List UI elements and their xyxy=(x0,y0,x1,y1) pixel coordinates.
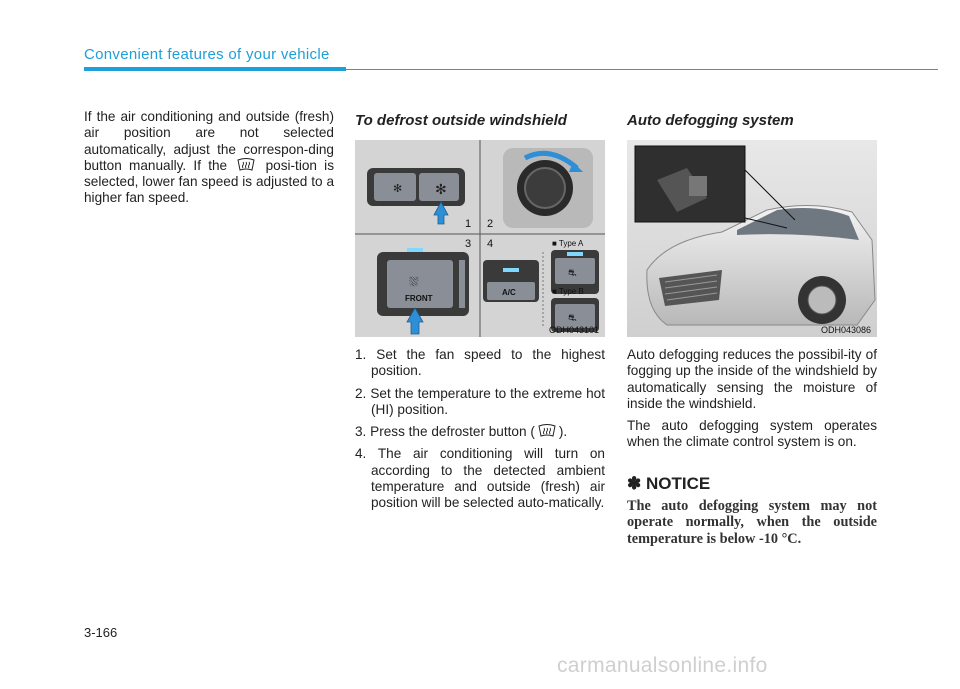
type-a-label: ■ Type A xyxy=(552,239,584,248)
defrost-controls-illustration xyxy=(355,140,605,337)
intro-paragraph xyxy=(84,109,334,207)
svg-text:⛐: ⛐ xyxy=(568,268,577,279)
defrost-controls-figure xyxy=(355,140,605,337)
windshield-defrost-icon xyxy=(237,158,255,172)
svg-text:⛐: ⛐ xyxy=(568,313,577,324)
front-defrost-label: FRONT xyxy=(405,294,433,303)
defrost-steps-list xyxy=(355,347,605,512)
step-item: 2. Set the temperature to the extreme hot (HI) position. xyxy=(355,385,605,417)
figure-code-defrost: ODH043101 xyxy=(548,325,599,335)
step-item: 3. Press the defroster button ( ). xyxy=(355,424,568,440)
auto-defog-section-title: Auto defogging system xyxy=(627,112,794,129)
notice-text: The auto defogging system may not operate normally, when the outside temperature is below -10 °C. xyxy=(627,497,877,547)
section-header-title: Convenient features of your vehicle xyxy=(84,46,330,63)
type-b-label: ■ Type B xyxy=(552,287,584,296)
auto-defog-paragraph-1: Auto defogging reduces the possibil-ity of fogging up the inside of the windshield by automatically sensing the moisture of inside the windshield. xyxy=(627,347,877,411)
svg-text:✻: ✻ xyxy=(393,183,403,195)
defrost-section-title: To defrost outside windshield xyxy=(355,112,567,129)
step-item: 4. The air conditioning will turn on according to the detected ambient temperature and outside (fresh) air position will be selected auto-matically. xyxy=(355,446,605,511)
intro-text-end: posi-tion is selected, lower fan speed is adjusted to a higher fan speed. xyxy=(84,157,335,206)
column-auto-defog xyxy=(627,109,877,547)
column-intro xyxy=(84,109,334,213)
figure-label-2: 2 xyxy=(487,218,494,230)
svg-text:⛆: ⛆ xyxy=(409,275,419,289)
svg-text:✻: ✻ xyxy=(435,181,447,197)
notice-heading: ✽ NOTICE xyxy=(627,473,711,493)
header-accent-bar xyxy=(84,67,346,71)
figure-label-3: 3 xyxy=(465,238,472,250)
auto-defog-paragraph-2: The auto defogging system operates when the climate control system is on. xyxy=(627,418,877,450)
column-defrost xyxy=(355,109,605,518)
header-rule xyxy=(346,69,938,70)
intro-text-start: If the air conditioning and outside (fresh) air position are not selected automatically, adjust the correspon-ding button manually. If the xyxy=(84,109,334,173)
figure-label-4: 4 xyxy=(487,238,494,250)
auto-defog-figure xyxy=(627,140,877,337)
figure-code-auto-defog: ODH043086 xyxy=(820,325,871,335)
windshield-defrost-icon xyxy=(538,424,556,438)
figure-label-1: 1 xyxy=(465,218,472,230)
step-item: 1. Set the fan speed to the highest position. xyxy=(355,347,605,379)
page-number: 3-166 xyxy=(84,625,118,640)
ac-label: A/C xyxy=(502,288,516,297)
watermark-text: carmanualsonline.info xyxy=(557,654,768,677)
car-windshield-sensor-illustration xyxy=(627,140,877,337)
